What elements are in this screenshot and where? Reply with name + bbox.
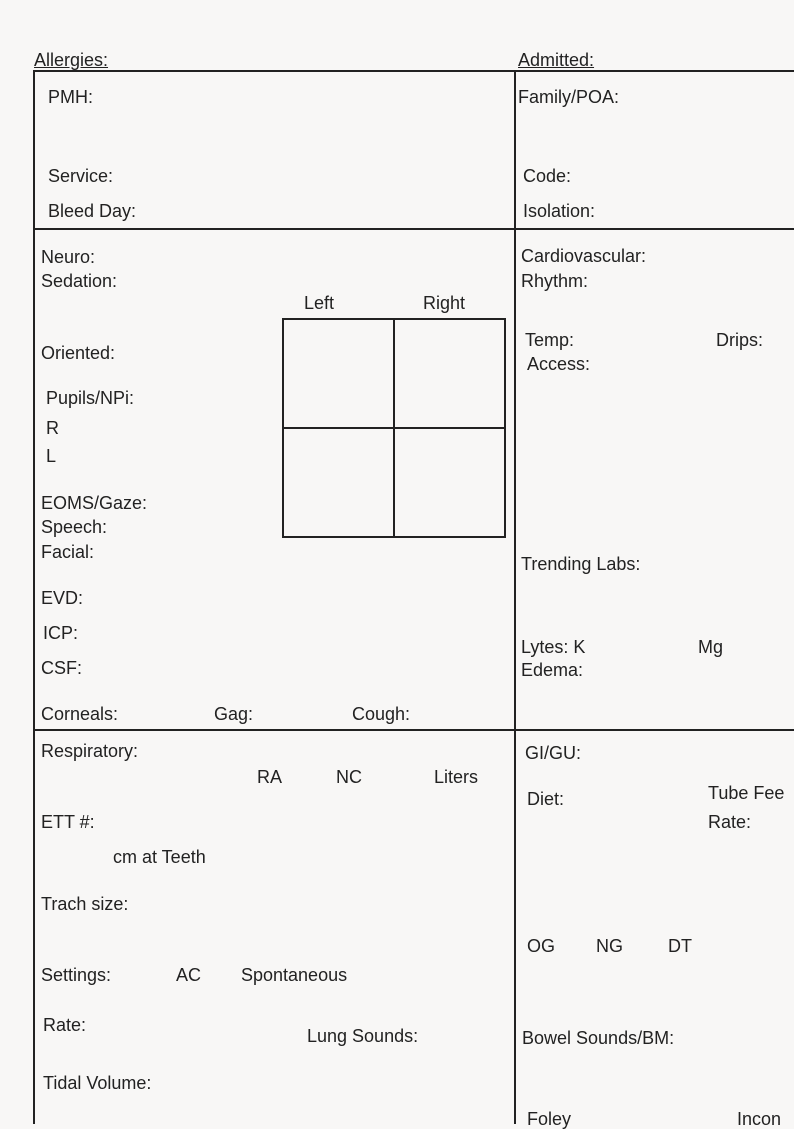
pupil-right-header: Right [423, 293, 466, 313]
temp-label: Temp: [525, 330, 575, 350]
icp-label: ICP: [43, 623, 79, 643]
divider-row-1 [33, 228, 794, 230]
ett-label: ETT #: [41, 812, 95, 832]
ng-label: NG [596, 936, 623, 956]
ra-label: RA [257, 767, 283, 787]
pupil-r-label: R [46, 418, 59, 438]
trending-labs-label: Trending Labs: [521, 554, 641, 574]
mg-label: Mg [698, 637, 724, 657]
lytes-k-label: Lytes: K [521, 637, 586, 657]
dt-label: DT [668, 936, 692, 956]
nc-label: NC [336, 767, 362, 787]
service-label: Service: [48, 166, 114, 186]
drips-label: Drips: [716, 330, 764, 350]
respiratory-label: Respiratory: [41, 741, 139, 761]
access-label: Access: [527, 354, 591, 374]
neuro-label: Neuro: [41, 247, 96, 267]
pupil-grid [282, 318, 506, 538]
sedation-label: Sedation: [41, 271, 118, 291]
speech-label: Speech: [41, 517, 108, 537]
cough-label: Cough: [352, 704, 411, 724]
divider-row-2 [33, 729, 794, 731]
pupil-grid-horizontal-line [284, 427, 504, 429]
rhythm-label: Rhythm: [521, 271, 589, 291]
tidal-volume-label: Tidal Volume: [43, 1073, 152, 1093]
center-divider [514, 70, 516, 1124]
cm-at-teeth-label: cm at Teeth [113, 847, 206, 867]
eoms-gaze-label: EOMS/Gaze: [41, 493, 148, 513]
left-border [33, 70, 35, 1124]
ac-label: AC [176, 965, 202, 985]
gag-label: Gag: [214, 704, 254, 724]
cardiovascular-label: Cardiovascular: [521, 246, 647, 266]
trach-size-label: Trach size: [41, 894, 129, 914]
bowel-sounds-bm-label: Bowel Sounds/BM: [522, 1028, 675, 1048]
bleed-day-label: Bleed Day: [48, 201, 137, 221]
code-label: Code: [523, 166, 572, 186]
pmh-label: PMH: [48, 87, 93, 107]
evd-label: EVD: [41, 588, 84, 608]
oriented-label: Oriented: [41, 343, 116, 363]
diet-label: Diet: [527, 789, 565, 809]
top-border [33, 70, 794, 72]
spontaneous-label: Spontaneous [241, 965, 348, 985]
incont-label: Incon [737, 1109, 782, 1129]
foley-label: Foley [527, 1109, 572, 1129]
facial-label: Facial: [41, 542, 95, 562]
family-poa-label: Family/POA: [518, 87, 620, 107]
og-label: OG [527, 936, 556, 956]
csf-label: CSF: [41, 658, 83, 678]
allergies-label: Allergies: [34, 50, 109, 70]
edema-label: Edema: [521, 660, 584, 680]
pupils-npi-label: Pupils/NPi: [46, 388, 135, 408]
pupil-l-label: L [46, 446, 57, 466]
gi-gu-label: GI/GU: [525, 743, 582, 763]
tube-feed-label: Tube Fee [708, 783, 785, 803]
settings-label: Settings: [41, 965, 112, 985]
lung-sounds-label: Lung Sounds: [307, 1026, 419, 1046]
isolation-label: Isolation: [523, 201, 596, 221]
liters-label: Liters [434, 767, 479, 787]
pupil-left-header: Left [304, 293, 335, 313]
tube-feed-rate-label: Rate: [708, 812, 752, 832]
admitted-label: Admitted: [518, 50, 595, 70]
corneals-label: Corneals: [41, 704, 119, 724]
resp-rate-label: Rate: [43, 1015, 87, 1035]
